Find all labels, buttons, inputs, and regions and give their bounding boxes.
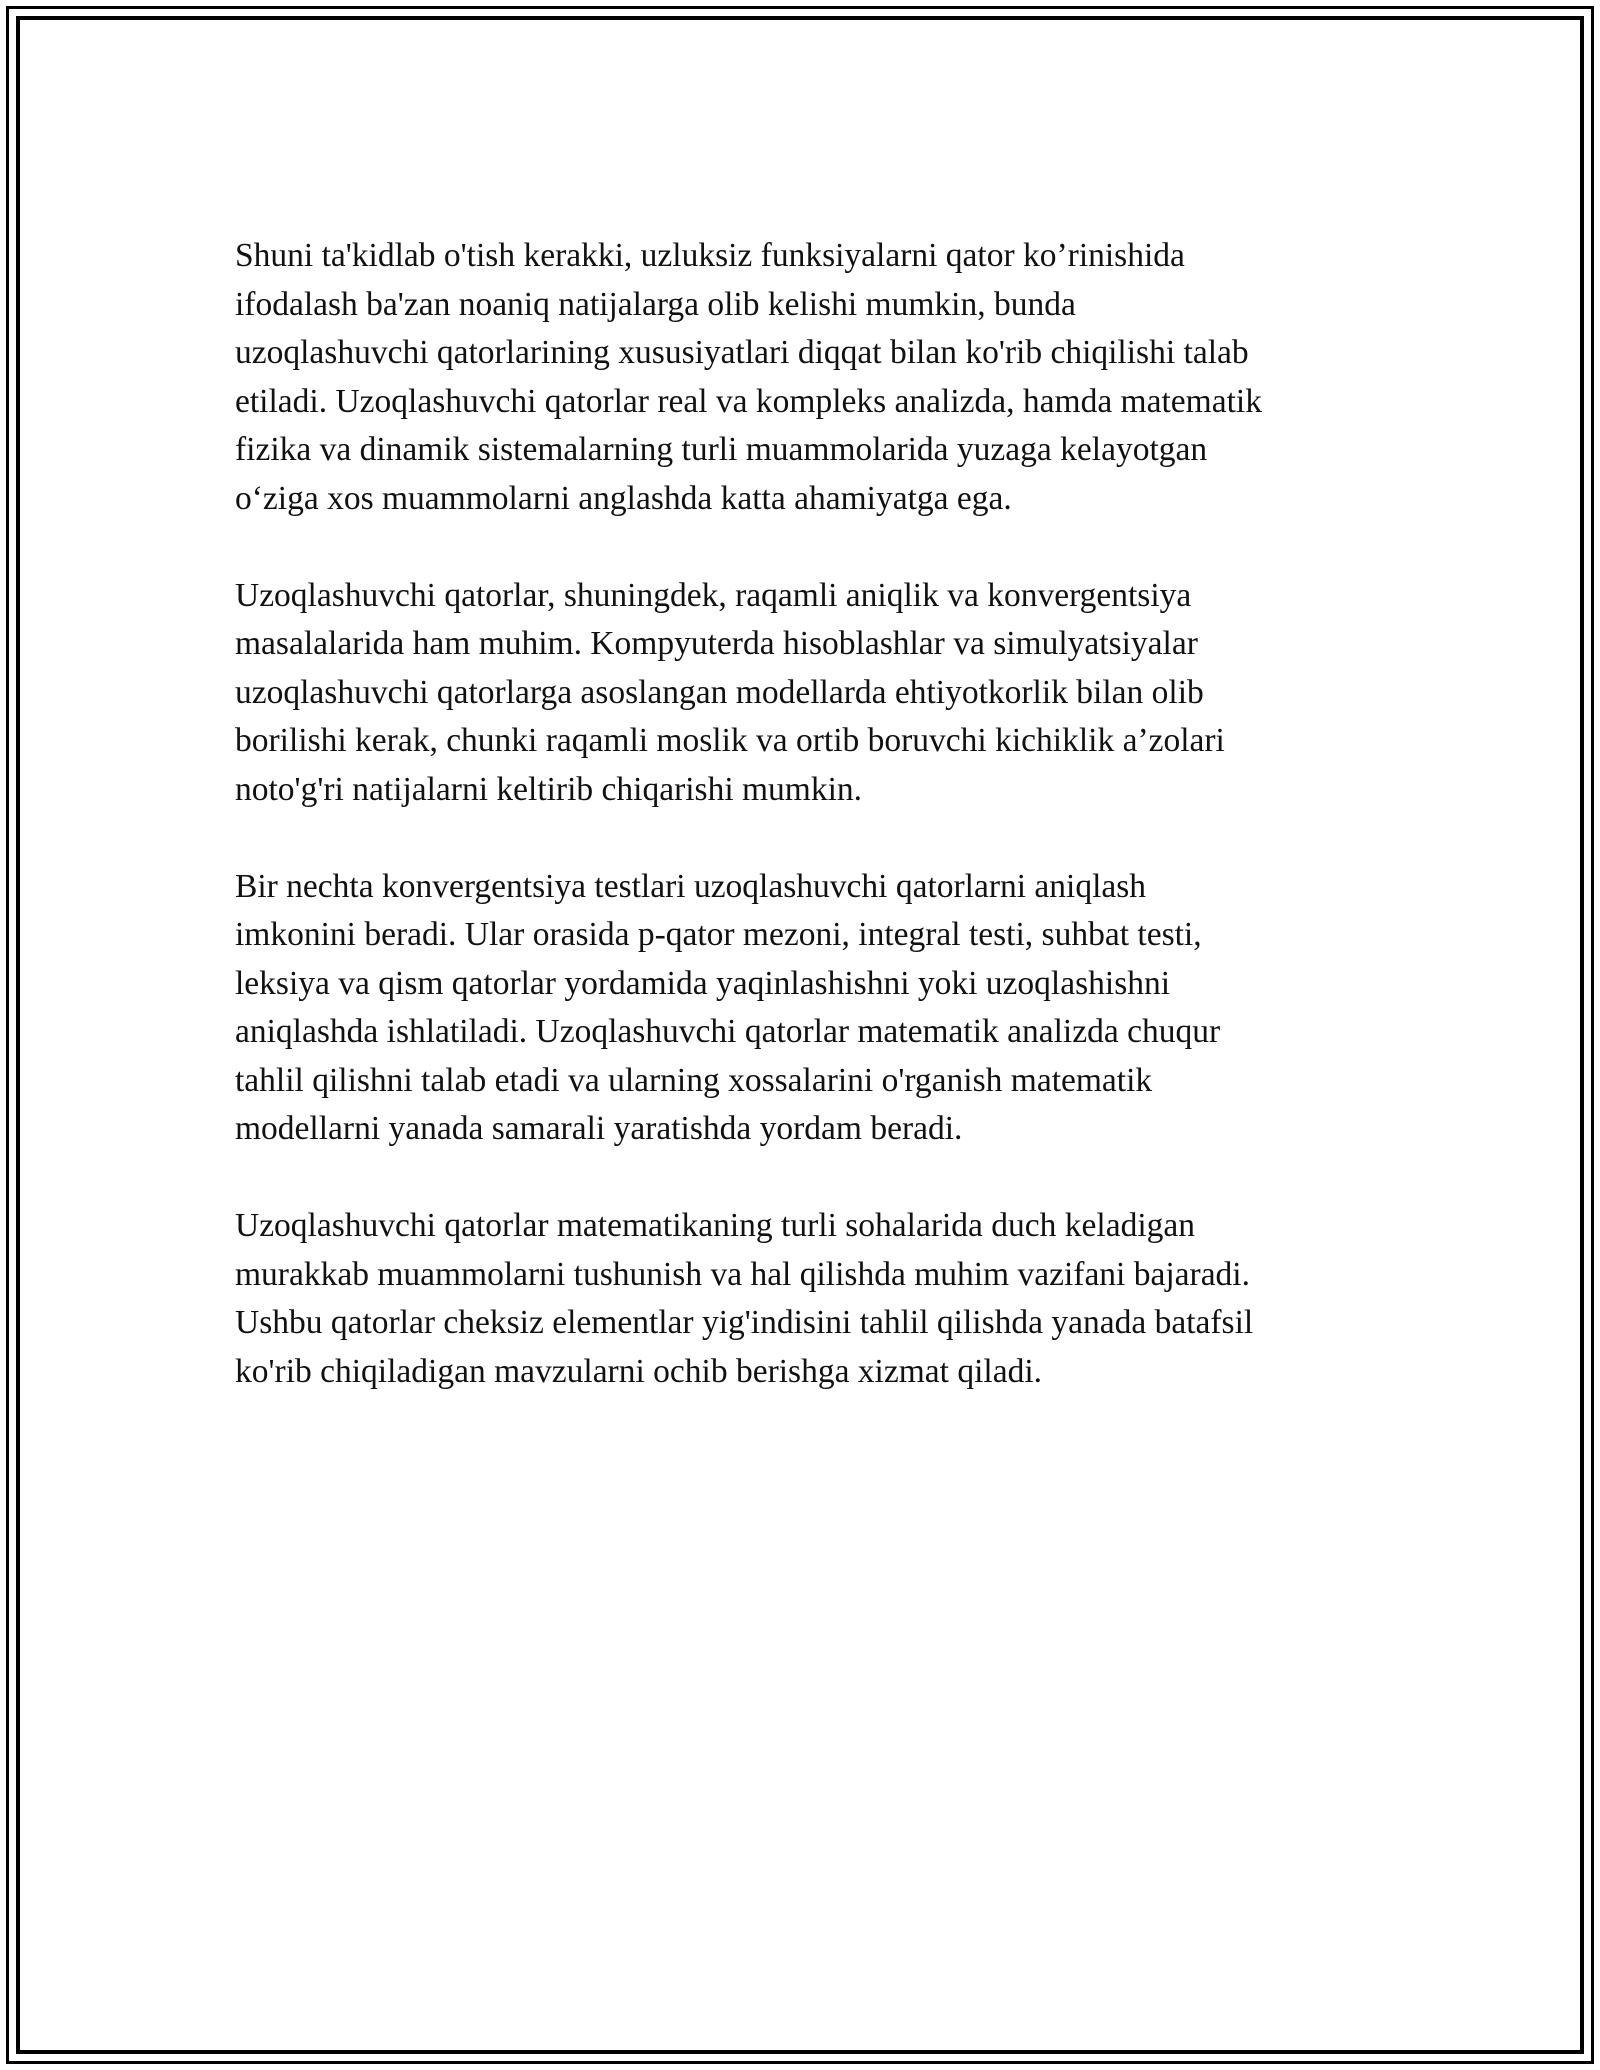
- text-line: tahlil qilishni talab etadi va ularning xossalarini o'rganish matematik: [235, 1061, 1153, 1099]
- text-line: Bir nechta konvergentsiya testlari uzoqlashuvchi qatorlarni aniqlash: [235, 867, 1147, 905]
- paragraph-4: [235, 1202, 1375, 1396]
- document-body: [235, 232, 1375, 1445]
- text-line: Uzoqlashuvchi qatorlar matematikaning turli sohalarida duch keladigan: [235, 1207, 1196, 1244]
- text-line: imkonini beradi. Ular orasida p-qator mezoni, integral testi, suhbat testi,: [235, 916, 1202, 953]
- text-line: Shuni ta'kidlab o'tish kerakki, uzluksiz funksiyalarni qator ko’rinishida: [235, 237, 1185, 274]
- paragraph-2: [235, 572, 1375, 815]
- text-line: uzoqlashuvchi qatorlarga asoslangan modellarda ehtiyotkorlik bilan olib: [235, 673, 1204, 711]
- text-line: modellarni yanada samarali yaratishda yordam beradi.: [235, 1110, 963, 1147]
- text-line: o‘ziga xos muammolarni anglashda katta ahamiyatga ega.: [235, 479, 1012, 517]
- text-line: Uzoqlashuvchi qatorlar, shuningdek, raqamli aniqlik va konvergentsiya: [235, 576, 1192, 614]
- text-line: borilishi kerak, chunki raqamli moslik va ortib boruvchi kichiklik a’zolari: [235, 722, 1225, 759]
- paragraph-3: [235, 863, 1375, 1154]
- text-line: murakkab muammolarni tushunish va hal qilishda muhim vazifani bajaradi.: [235, 1255, 1250, 1293]
- text-line: Ushbu qatorlar cheksiz elementlar yig'indisini tahlil qilishda yanada batafsil: [235, 1304, 1254, 1341]
- text-line: etiladi. Uzoqlashuvchi qatorlar real va kompleks analizda, hamda matematik: [235, 382, 1262, 420]
- text-line: fizika va dinamik sistemalarning turli muammolarida yuzaga kelayotgan: [235, 431, 1208, 468]
- text-line: uzoqlashuvchi qatorlarining xususiyatlari diqqat bilan ko'rib chiqilishi talab: [235, 334, 1249, 371]
- text-line: masalalarida ham muhim. Kompyuterda hisoblashlar va simulyatsiyalar: [235, 625, 1198, 662]
- paragraph-1: [235, 232, 1375, 523]
- text-line: ko'rib chiqiladigan mavzularni ochib berishga xizmat qiladi.: [235, 1352, 1043, 1390]
- text-line: noto'g'ri natijalarni keltirib chiqarishi mumkin.: [235, 770, 863, 808]
- text-line: aniqlashda ishlatiladi. Uzoqlashuvchi qatorlar matematik analizda chuqur: [235, 1013, 1221, 1050]
- text-line: leksiya va qism qatorlar yordamida yaqinlashishni yoki uzoqlashishni: [235, 964, 1171, 1002]
- text-line: ifodalash ba'zan noaniq natijalarga olib kelishi mumkin, bunda: [235, 285, 1076, 323]
